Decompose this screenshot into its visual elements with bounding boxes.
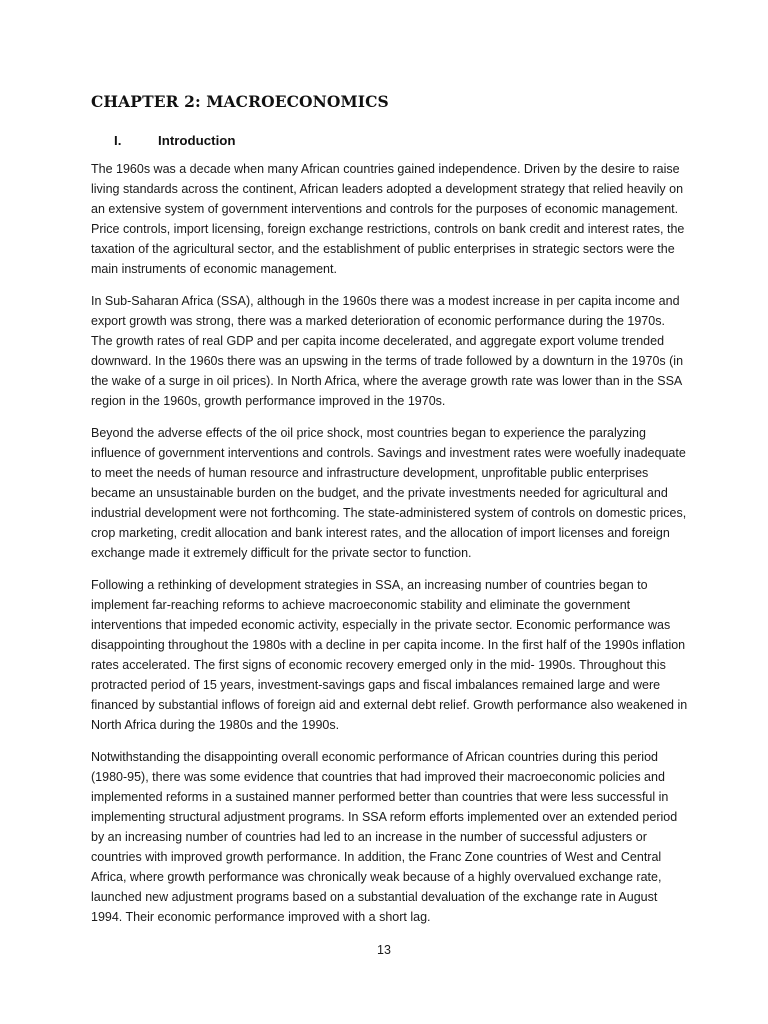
section-number: I. [114, 133, 122, 148]
section-heading [114, 133, 236, 148]
chapter-title: CHAPTER 2: MACROECONOMICS [91, 92, 389, 111]
paragraph: Notwithstanding the disappointing overall economic performance of African countries during this period (1980-95), there was some evidence that countries that had improved their macroeconomic policies and implemented reforms in a sustained manner performed better than countries that were less successful in implementing structural adjustment programs. In SSA reform efforts implemented over an extended period by an increasing number of countries had led to an increase in the number of successful adjusters or countries with improved growth performance. In addition, the Franc Zone countries of West and Central Africa, where growth performance was chronically weak because of a highly overvalued exchange rate, launched new adjustment programs based on a substantial devaluation of the exchange rate in August 1994. Their economic performance improved with a short lag. [91, 750, 678, 924]
section-title: Introduction [158, 133, 236, 148]
body-text [91, 159, 689, 939]
paragraph: Beyond the adverse effects of the oil price shock, most countries began to experience the paralyzing influence of government interventions and controls. Savings and investment rates were woefully inadequate to meet the needs of human resource and infrastructure development, unprofitable public enterprises became an unsustainable burden on the budget, and the private investments needed for agricultural and industrial development were not forthcoming. The state-administered system of controls on domestic prices, crop marketing, credit allocation and bank interest rates, and the allocation of import licenses and foreign exchange made it extremely difficult for the private sector to function. [91, 426, 687, 560]
paragraph: The 1960s was a decade when many African countries gained independence. Driven by the desire to raise living standards across the continent, African leaders adopted a development strategy that relied heavily on an extensive system of government interventions and controls for the purposes of economic management. Price controls, import licensing, foreign exchange restrictions, controls on bank credit and interest rates, the taxation of the agricultural sector, and the establishment of public enterprises in strategic sectors were the main instruments of economic management. [91, 162, 685, 276]
paragraph: In Sub-Saharan Africa (SSA), although in the 1960s there was a modest increase in per capita income and export growth was strong, there was a marked deterioration of economic performance during the 1970s. The growth rates of real GDP and per capita income decelerated, and aggregate export volume trended downward. In the 1960s there was an upswing in the terms of trade followed by a downturn in the 1970s (in the wake of a surge in oil prices). In North Africa, where the average growth rate was lower than in the SSA region in the 1960s, growth performance improved in the 1970s. [91, 294, 684, 408]
paragraph: Following a rethinking of development strategies in SSA, an increasing number of countries began to implement far-reaching reforms to achieve macroeconomic stability and eliminate the government interventions that impeded economic activity, especially in the private sector. Economic performance was disappointing throughout the 1980s with a decline in per capita income. In the first half of the 1990s inflation rates accelerated. The first signs of economic recovery emerged only in the mid- 1990s. Throughout this protracted period of 15 years, investment-savings gaps and fiscal imbalances remained large and were financed by substantial inflows of foreign aid and external debt relief. Growth performance also weakened in North Africa during the 1980s and the 1990s. [91, 578, 688, 732]
page-number: 13 [377, 943, 391, 957]
